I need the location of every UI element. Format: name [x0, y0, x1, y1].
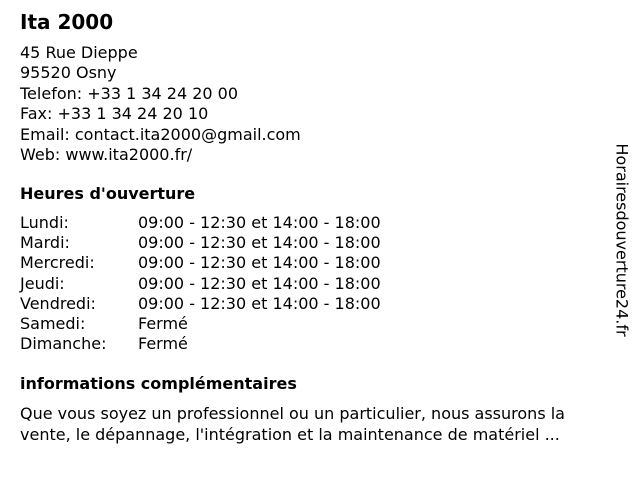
opening-hours-table	[20, 213, 381, 354]
additional-info-heading: informations complémentaires	[20, 374, 297, 393]
site-watermark-text: Horairesdouverture24.fr	[613, 143, 633, 337]
city-address: 95520 Osny	[20, 63, 117, 83]
fax-line: Fax: +33 1 34 24 20 10	[20, 104, 209, 124]
hours-row-monday	[20, 213, 381, 233]
street-address: 45 Rue Dieppe	[20, 43, 138, 62]
hours-time: Fermé	[138, 314, 188, 334]
hours-day: Mercredi:	[20, 253, 95, 273]
hours-time: 09:00 - 12:30 et 14:00 - 18:00	[138, 293, 381, 313]
opening-hours-heading: Heures d'ouverture	[20, 184, 196, 203]
hours-time: 09:00 - 12:30 et 14:00 - 18:00	[138, 273, 381, 293]
email-line: Email: contact.ita2000@gmail.com	[20, 124, 301, 144]
site-watermark	[612, 135, 632, 345]
hours-day: Dimanche:	[20, 334, 107, 354]
hours-row-saturday	[20, 314, 381, 334]
hours-day: Mardi:	[20, 233, 70, 253]
hours-row-tuesday	[20, 233, 381, 253]
contact-block	[20, 43, 301, 165]
hours-row-sunday	[20, 334, 381, 354]
hours-row-thursday	[20, 274, 381, 294]
hours-row-wednesday	[20, 253, 381, 273]
web-line: Web: www.ita2000.fr/	[20, 145, 193, 165]
hours-time: Fermé	[138, 334, 188, 354]
hours-time: 09:00 - 12:30 et 14:00 - 18:00	[138, 233, 381, 253]
phone-line: Telefon: +33 1 34 24 20 00	[20, 83, 239, 103]
hours-day: Jeudi:	[20, 273, 65, 293]
business-name: Ita 2000	[20, 10, 114, 34]
additional-info-text: Que vous soyez un professionnel ou un particulier, nous assurons la vente, le dépannage, l'intégration et la maintenance de matériel ...	[20, 404, 565, 444]
hours-time: 09:00 - 12:30 et 14:00 - 18:00	[138, 213, 381, 232]
hours-day: Samedi:	[20, 314, 86, 334]
hours-row-friday	[20, 294, 381, 314]
hours-day: Lundi:	[20, 213, 69, 232]
hours-time: 09:00 - 12:30 et 14:00 - 18:00	[138, 253, 381, 273]
hours-day: Vendredi:	[20, 293, 96, 313]
